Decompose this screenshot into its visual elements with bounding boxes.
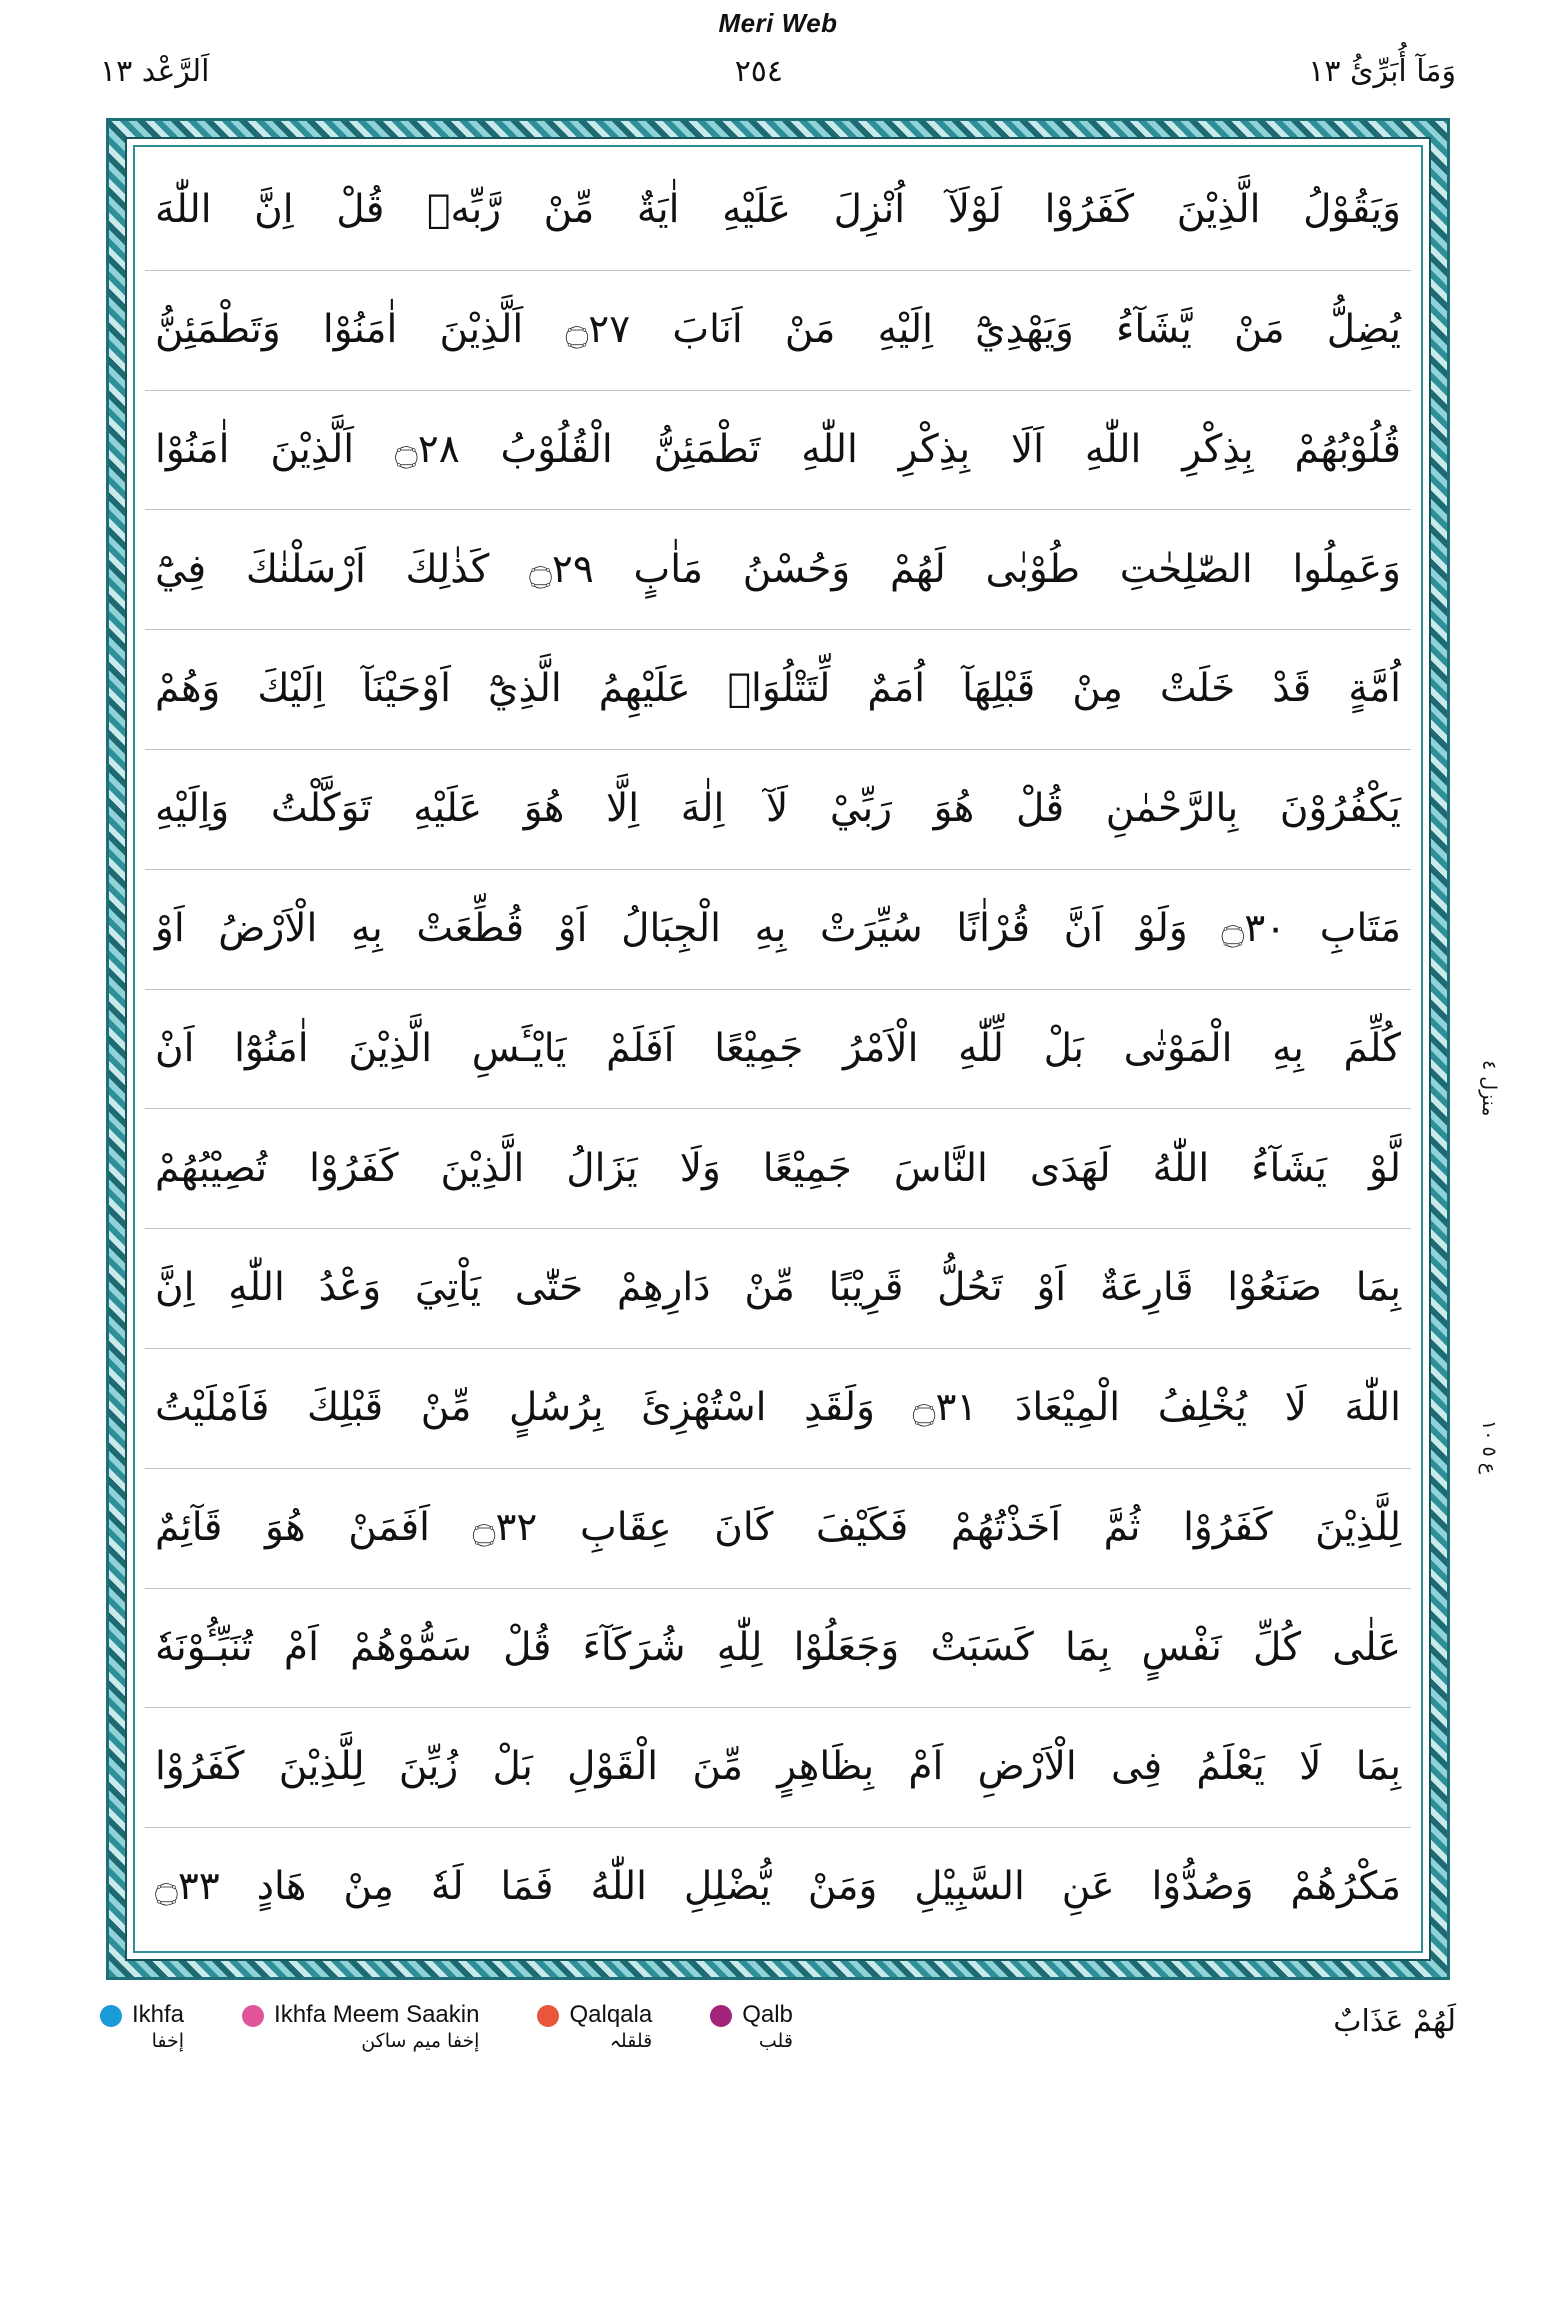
ayah-line-text: بِمَا لَا يَعْلَمُ فِى الْاَرْضِ اَمْ بِظَاهِرٍ مِّنَ الْقَوْلِ بَلْ زُيِّنَ لِلَّذِيْنَ كَفَرُوْا <box>155 1744 1401 1790</box>
legend-item <box>537 2000 652 2054</box>
ayah-line <box>145 1109 1411 1229</box>
ayah-line <box>145 271 1411 391</box>
ayah-line-text: مَتَابِ ۝۳۰ وَلَوْ اَنَّ قُرْاٰنًا سُيِّرَتْ بِهِ الْجِبَالُ اَوْ قُطِّعَتْ بِهِ الْاَرْضُ اَوْ <box>155 905 1401 951</box>
ornamental-border-outer <box>106 118 1450 1980</box>
tajweed-legend <box>100 2000 793 2054</box>
legend-color-dot-qalqala <box>537 2005 559 2027</box>
ayah-line <box>145 1828 1411 1947</box>
ayah-line-text: يَكْفُرُوْنَ بِالرَّحْمٰنِ قُلْ هُوَ رَبِّيْ لَآ اِلٰهَ اِلَّا هُوَ عَلَيْهِ تَوَكَّلْتُ وَاِلَيْهِ <box>155 786 1401 832</box>
ruku-marker: ع ٥ ١٠ <box>1478 1420 1500 1475</box>
ayah-line <box>145 1708 1411 1828</box>
ayah-line <box>145 1229 1411 1349</box>
legend-label-ur: قلب <box>758 2030 793 2052</box>
legend-color-dot-qalb <box>710 2005 732 2027</box>
ayah-line <box>145 870 1411 990</box>
ayah-line-text: بِمَا صَنَعُوْا قَارِعَةٌ اَوْ تَحُلُّ قَرِيْبًا مِّنْ دَارِهِمْ حَتّٰى يَاْتِيَ وَعْدُ اللّٰهِ اِنَّ <box>155 1265 1401 1311</box>
legend-label-en: Ikhfa Meem Saakin <box>274 2001 480 2028</box>
page-number: ٢٥٤ <box>734 53 784 89</box>
ayah-line <box>145 391 1411 511</box>
ayah-line-text: عَلٰى كُلِّ نَفْسٍ بِمَا كَسَبَتْ وَجَعَلُوْا لِلّٰهِ شُرَكَآءَ قُلْ سَمُّوْهُمْ اَمْ تُنَبِّـُٔوْنَهٗ <box>155 1624 1401 1670</box>
juz-label: وَمَآ أُبَرِّئُ ١٣ <box>1308 53 1456 89</box>
legend-label-en: Qalqala <box>569 2001 653 2028</box>
legend-item <box>242 2000 479 2054</box>
legend-color-dot-ikhfa <box>100 2005 122 2027</box>
ornamental-border-inner <box>133 145 1423 1953</box>
ayah-lines-container <box>145 151 1411 1947</box>
legend-color-dot-ikhfa-meem-saakin <box>242 2005 264 2027</box>
site-watermark: Meri Web <box>718 8 838 38</box>
legend-label-ur: إخفا <box>151 2030 185 2052</box>
ayah-line <box>145 990 1411 1110</box>
legend-label-en: Ikhfa <box>132 2001 185 2028</box>
ayah-line-text: قُلُوْبُهُمْ بِذِكْرِ اللّٰهِ اَلَا بِذِكْرِ اللّٰهِ تَطْمَئِنُّ الْقُلُوْبُ ۝۲۸ اَلَّذِيْنَ اٰمَنُوْا <box>155 426 1401 472</box>
manzil-marker: منزل ٤ <box>1478 1060 1500 1117</box>
ayah-line <box>145 750 1411 870</box>
ayah-line-text: مَكْرُهُمْ وَصُدُّوْا عَنِ السَّبِيْلِ وَمَنْ يُّضْلِلِ اللّٰهُ فَمَا لَهٗ مِنْ هَادٍ ۝۳۳ <box>155 1864 1401 1910</box>
ayah-line <box>145 151 1411 271</box>
ayah-line-text: اُمَّةٍ قَدْ خَلَتْ مِنْ قَبْلِهَآ اُمَمٌ لِّتَتْلُوَا۟ عَلَيْهِمُ الَّذِيْٓ اَوْحَيْنَآ اِلَيْكَ وَهُمْ <box>155 666 1401 712</box>
footer-arabic-note: لَهُمْ عَذَابٌ <box>1333 2004 1456 2039</box>
ayah-line-text: وَيَقُوْلُ الَّذِيْنَ كَفَرُوْا لَوْلَآ اُنْزِلَ عَلَيْهِ اٰيَةٌ مِّنْ رَّبِّهٖ قُلْ اِنَّ اللّٰهَ <box>155 187 1401 233</box>
surah-label: اَلرَّعْد ١٣ <box>100 53 210 89</box>
ayah-line <box>145 1469 1411 1589</box>
ayah-line <box>145 630 1411 750</box>
legend-item <box>710 2000 793 2054</box>
legend-label-en: Qalb <box>742 2001 793 2028</box>
ayah-line-text: لَّوْ يَشَآءُ اللّٰهُ لَهَدَى النَّاسَ جَمِيْعًا وَلَا يَزَالُ الَّذِيْنَ كَفَرُوْا تُصِيْبُهُمْ <box>155 1145 1401 1191</box>
legend-label-ur: إخفا میم ساکن <box>361 2030 480 2052</box>
page-header <box>100 48 1456 94</box>
legend-item <box>100 2000 184 2054</box>
ayah-line-text: كُلِّمَ بِهِ الْمَوْتٰى بَلْ لِّلّٰهِ الْاَمْرُ جَمِيْعًا اَفَلَمْ يَايْـَٔسِ الَّذِيْنَ اٰمَنُوْٓا اَنْ <box>155 1025 1401 1071</box>
ayah-line <box>145 1349 1411 1469</box>
ayah-line-text: وَعَمِلُوا الصّٰلِحٰتِ طُوْبٰى لَهُمْ وَحُسْنُ مَاٰبٍ ۝۲۹ كَذٰلِكَ اَرْسَلْنٰكَ فِيْٓ <box>155 546 1401 592</box>
ayah-line <box>145 1589 1411 1709</box>
ayah-line-text: لِلَّذِيْنَ كَفَرُوْا ثُمَّ اَخَذْتُهُمْ فَكَيْفَ كَانَ عِقَابِ ۝۳۲ اَفَمَنْ هُوَ قَآئِمٌ <box>155 1504 1401 1550</box>
legend-label-ur: قلقلہ <box>609 2030 653 2052</box>
ornamental-border-middle <box>125 137 1431 1961</box>
ayah-line-text: يُضِلُّ مَنْ يَّشَآءُ وَيَهْدِيْٓ اِلَيْهِ مَنْ اَنَابَ ۝۲۷ اَلَّذِيْنَ اٰمَنُوْا وَتَطْمَئِنُّ <box>155 306 1402 352</box>
ayah-line <box>145 510 1411 630</box>
page-footer <box>100 2000 1456 2090</box>
ayah-line-text: اللّٰهَ لَا يُخْلِفُ الْمِيْعَادَ ۝۳۱ وَلَقَدِ اسْتُهْزِئَ بِرُسُلٍ مِّنْ قَبْلِكَ فَاَمْلَيْتُ <box>155 1385 1401 1431</box>
